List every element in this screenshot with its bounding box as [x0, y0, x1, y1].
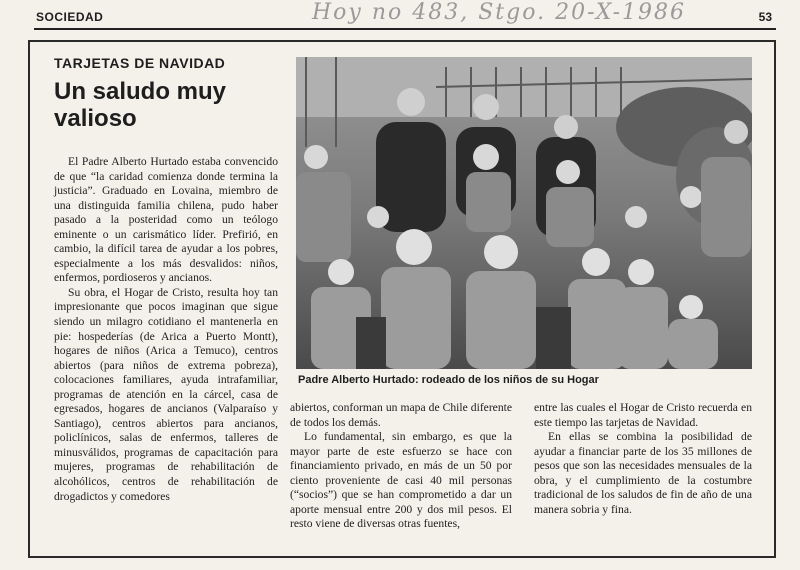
column-1 [54, 155, 278, 504]
photo-caption: Padre Alberto Hurtado: rodeado de los niños de su Hogar [298, 374, 599, 386]
column-3 [534, 401, 752, 517]
photo-image [296, 57, 752, 369]
paragraph: Lo fundamental, sin embargo, es que la mayor parte de este esfuerzo se hace con financiamiento privado, en más de un 50 por ciento proveniente de casi 40 mil personas (“socios”) que se han comprometido a dar un aporte mensual entre 200 y dos mil pesos. El resto viene de diversas otras fuentes, [290, 430, 512, 531]
article-headline: Un saludo muy valioso [54, 78, 227, 132]
section-label: SOCIEDAD [36, 10, 104, 24]
header-rule [34, 28, 776, 30]
paragraph: abiertos, conforman un mapa de Chile diferente de todos los demás. [290, 401, 512, 429]
handwritten-note: Hoy no 483, Stgo. 20-X-1986 [312, 0, 687, 25]
column-2 [290, 401, 512, 532]
paragraph: Su obra, el Hogar de Cristo, resulta hoy tan impresionante que pocos imaginan que sigue siendo un milagro cotidiano el mantenerla en pie: hospederías (de Arica a Puerto Montt), hogares de niños (Arica a Temuco), centros abiertos (para niños de extrema pobreza), colocaciones familiares, ayuda intrafamiliar, programas de atención en la cárcel, casa de egresados, hogares de ancianos (Valparaíso y Santiago), centros abiertos para ancianos, policlínicos, salas de enfermos, talleres de minusválidos, programas de capacitación para mujeres, programas de rehabilitación de alcohólicos, centros de rehabilitación de drogadictos y comedores [54, 285, 278, 503]
paragraph: entre las cuales el Hogar de Cristo recuerda en este tiempo las tarjetas de Navidad. [534, 401, 752, 429]
article-photo [296, 57, 752, 369]
paragraph: El Padre Alberto Hurtado estaba convencido de que “la caridad comienza donde termina la justicia”. Graduado en Lovaina, miembro de una distinguida familia chilena, pudo haber pasado a la posteridad como un teólogo eminente o un carismático líder. Prefirió, en cambio, la difícil tarea de ayudar a los pobres, especialmente a los más desvalidos: niños, enfermos, pordioseros y ancianos. [54, 155, 278, 285]
page-number: 53 [758, 10, 772, 24]
paragraph: En ellas se combina la posibilidad de ayudar a financiar parte de los 35 millones de pesos que son las necesidades mensuales de la obra, y el cumplimiento de la costumbre tradicional de los saludos de fin de año de una manera sobria y fina. [534, 430, 752, 516]
article-kicker: TARJETAS DE NAVIDAD [54, 55, 226, 71]
